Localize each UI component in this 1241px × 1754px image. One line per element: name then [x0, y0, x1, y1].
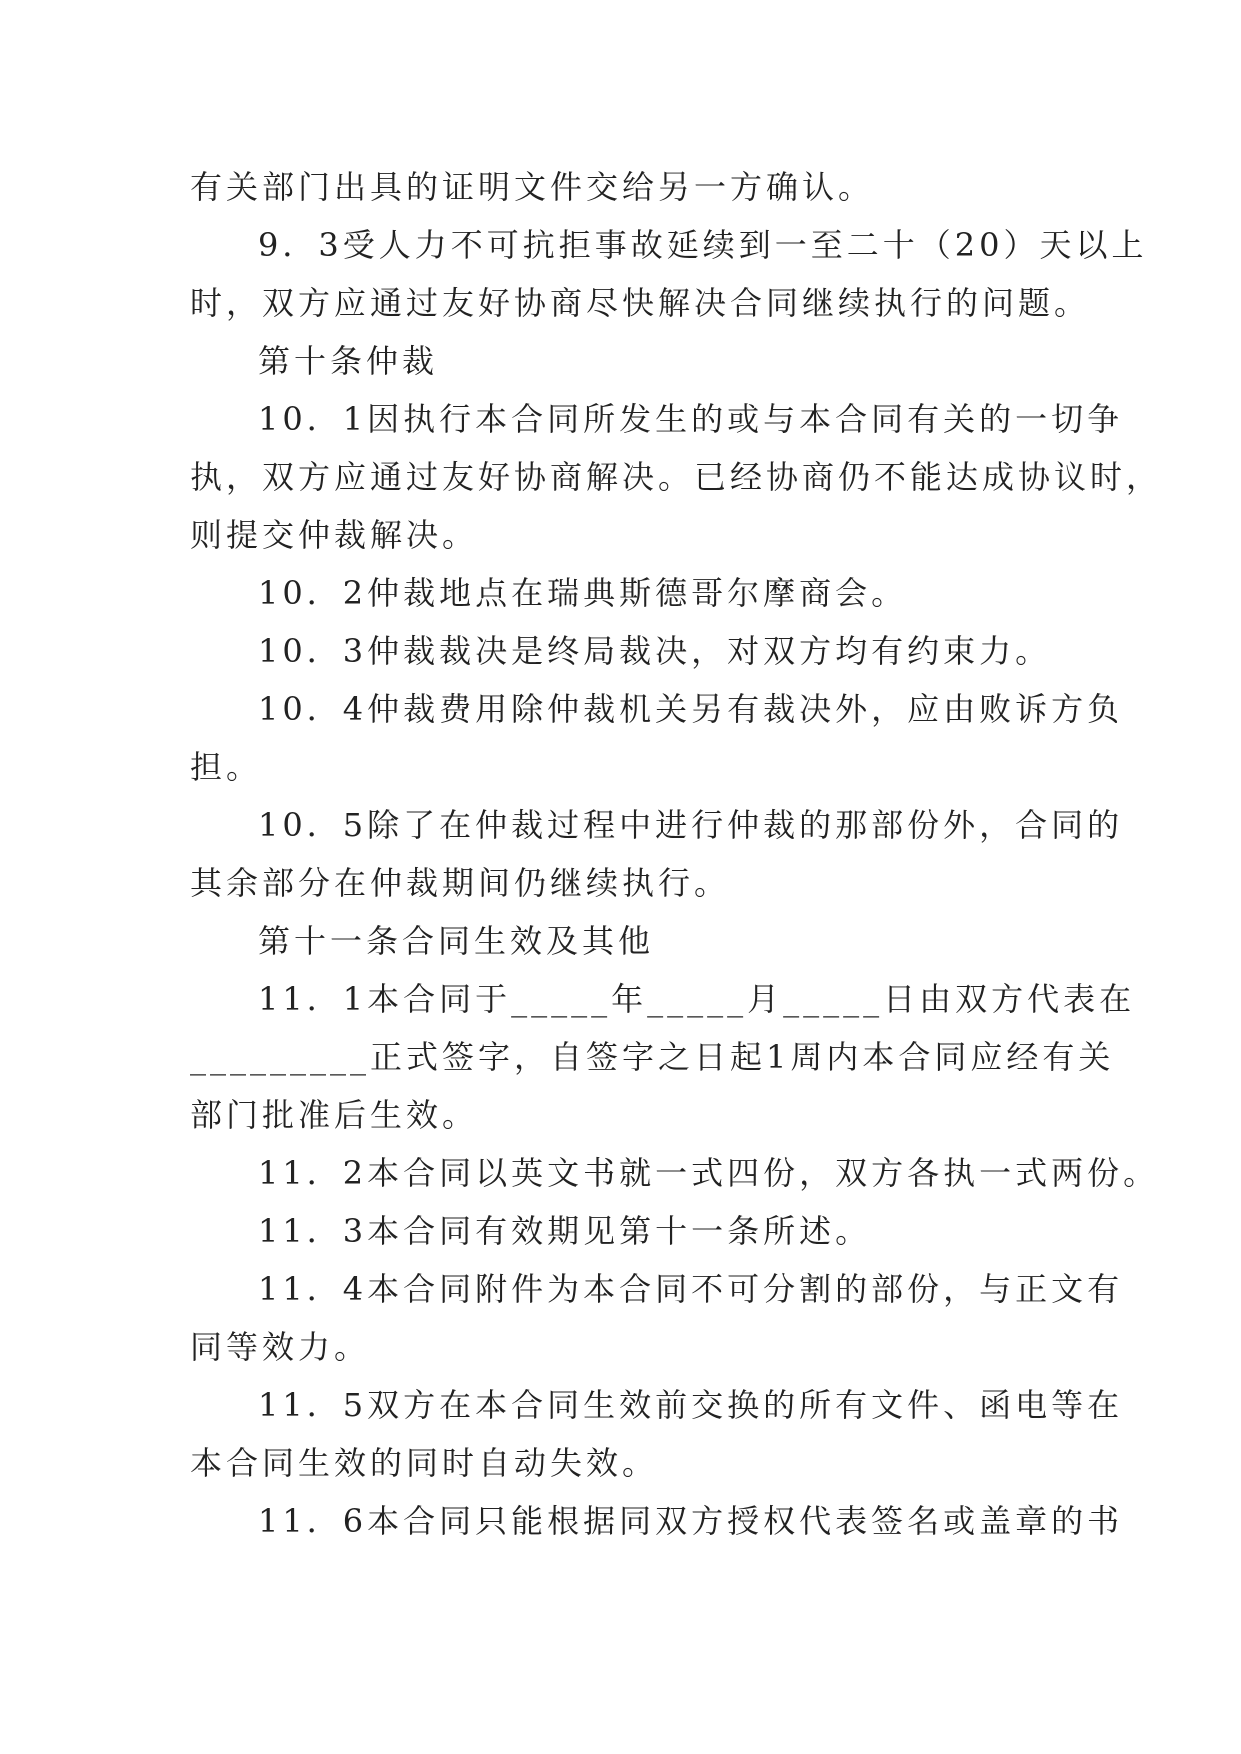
text-line: 10．5除了在仲裁过程中进行仲裁的那部份外，合同的 — [258, 806, 1124, 844]
text-line: 11．4本合同附件为本合同不可分割的部份，与正文有 — [258, 1270, 1124, 1308]
text-line: 11．6本合同只能根据同双方授权代表签名或盖章的书 — [258, 1502, 1124, 1540]
text-line: 担。 — [190, 748, 263, 786]
text-line: _________正式签字，自签字之日起1周内本合同应经有关 — [190, 1038, 1115, 1076]
text-line: 则提交仲裁解决。 — [190, 516, 479, 554]
section-heading: 第十条仲裁 — [258, 342, 439, 380]
text-line: 同等效力。 — [190, 1328, 371, 1366]
text-line: 其余部分在仲裁期间仍继续执行。 — [190, 864, 731, 902]
text-line: 11．5双方在本合同生效前交换的所有文件、函电等在 — [258, 1386, 1124, 1424]
text-line: 10．4仲裁费用除仲裁机关另有裁决外，应由败诉方负 — [258, 690, 1124, 728]
text-line: 9．3受人力不可抗拒事故延续到一至二十（20）天以上 — [258, 226, 1148, 264]
text-line: 11．1本合同于_____年_____月_____日由双方代表在 — [258, 980, 1136, 1018]
text-line: 10．3仲裁裁决是终局裁决，对双方均有约束力。 — [258, 632, 1052, 670]
text-line: 11．2本合同以英文书就一式四份，双方各执一式两份。 — [258, 1154, 1160, 1192]
text-line: 本合同生效的同时自动失效。 — [190, 1444, 659, 1482]
text-line: 10．2仲裁地点在瑞典斯德哥尔摩商会。 — [258, 574, 908, 612]
text-line: 有关部门出具的证明文件交给另一方确认。 — [190, 168, 875, 206]
text-line: 执，双方应通过友好协商解决。已经协商仍不能达成协议时， — [190, 458, 1163, 496]
document-body — [190, 158, 1163, 1550]
section-heading: 第十一条合同生效及其他 — [258, 922, 655, 960]
text-line: 部门批准后生效。 — [190, 1096, 479, 1134]
text-line: 10．1因执行本合同所发生的或与本合同有关的一切争 — [258, 400, 1124, 438]
text-line: 11．3本合同有效期见第十一条所述。 — [258, 1212, 872, 1250]
text-line: 时，双方应通过友好协商尽快解决合同继续执行的问题。 — [190, 284, 1091, 322]
